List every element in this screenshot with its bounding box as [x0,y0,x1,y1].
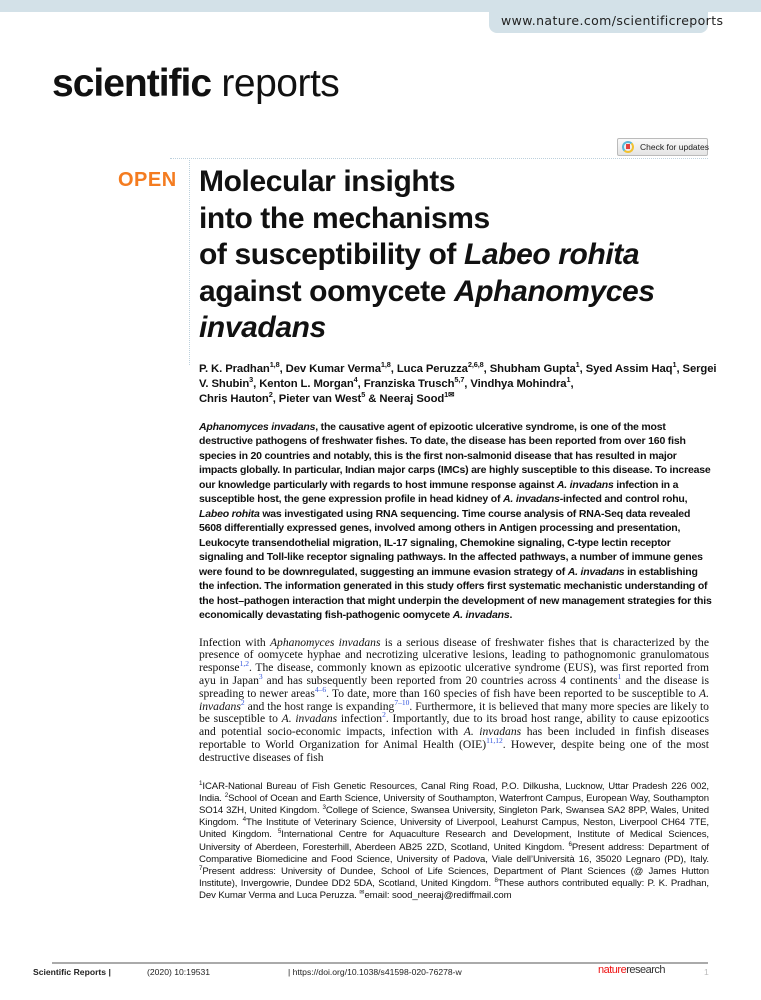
check-for-updates-button[interactable] [617,138,708,156]
italic-text: A. invadans [463,725,522,739]
superscript-ref: 5 [277,828,282,836]
author-list [199,362,724,408]
superscript-ref: ✉ [359,889,365,897]
page-footer [0,962,761,1000]
text-run: The Institute of Veterinary Science, University of Liverpool, Leahurst Campus, Neston, Liverpool CH64 7TE, United Kingdom. [199,817,709,841]
text-run: , Shubham Gupta [483,362,576,375]
superscript-ref: 3 [249,375,254,385]
text-run: in establishing the infection. The information generated in this study offers first systematic mechanistic understanding of the host–pathogen interaction that might underpin the development of new management strategies for this economically devastating fish-pathogenic oomycete [199,565,712,622]
logo-research: research [626,964,665,976]
page-number: 1 [704,967,709,977]
superscript-ref: 4 [242,815,246,823]
superscript-ref: 6 [568,840,572,848]
superscript-ref: 1,8 [269,360,280,370]
italic-text: Aphanomyces invadans [269,635,381,649]
logo-bold: scientific [52,62,212,105]
text-run: was investigated using RNA sequencing. Time course analysis of RNA-Seq data revealed 5608 differentially expressed genes, involved among others in Antigen processing and presentation, Leukocyte transendothelial migration, IL-17 signaling, Chemokine signaling, C-type lectin receptor signaling and Toll-like receptor signaling pathways. In the affected pathways, a number of immune genes were found to be downregulated, suggesting an immune evasion strategy of [199,507,703,578]
text-run: and the host range is expanding [244,699,395,713]
italic-text: A. invadans [199,686,709,713]
italic-text: A. invadans [556,478,614,491]
text-run: P. K. Pradhan [199,362,270,375]
text-run: , Vindhya Mohindra [464,378,567,391]
superscript-ref: 7 [199,864,203,872]
text-run: , Kenton L. Morgan [253,378,354,391]
superscript-ref[interactable]: 7–10 [394,697,410,707]
footer-citation: (2020) 10:19531 [147,967,211,977]
superscript-ref: 8 [494,876,498,884]
text-run: , Sergei V. Shubin [199,362,717,391]
superscript-ref[interactable]: 3 [258,672,263,682]
text-run: , [570,378,574,391]
superscript-ref: 1 [566,375,571,385]
text-run: . The disease, commonly known as epizootic ulcerative syndrome (EUS), was first reported from ayu in Japan [199,661,709,687]
text-run: and has subsequently been reported from 20 countries across 4 continents [262,673,618,687]
text-run: . Importantly, due to its broad host range, ability to cause epizootics and potential socio-economic impacts, infection with [199,712,709,739]
text-run: infection in a susceptible host, the gene expression profile in head kidney of [199,478,679,506]
text-run: Present address: University of Dundee, School of Life Sciences, Department of Plant Sciences (@ James Hutton Institute), Invergowrie, Dundee DD2 5DA, Scotland, United Kingdom. [199,865,709,890]
divider [170,158,708,159]
text-run: against oomycete [199,274,454,308]
superscript-ref: 1✉ [444,390,455,400]
logo-light: reports [211,62,340,105]
text-run: Chris Hauton [199,393,269,406]
superscript-ref: 1 [672,360,677,370]
superscript-ref: 4 [353,375,358,385]
body-text [199,637,709,765]
abstract [199,420,714,623]
check-updates-label: Check for updates [640,142,709,152]
italic-text: A. invadans [503,493,560,506]
footer-journal: Scientific Reports | [33,967,111,977]
logo-nature: nature [598,964,627,976]
superscript-ref: 1 [199,779,203,787]
open-access-label: OPEN [118,169,177,191]
text-run: . However, despite being one of the most destructive diseases of fish [199,737,709,764]
journal-url[interactable]: www.nature.com/scientificreports [489,10,708,33]
text-run: , Luca Peruzza [390,362,468,375]
superscript-ref[interactable]: 2 [382,710,386,720]
text-run: School of Ocean and Earth Science, University of Southampton, Waterfront Campus, European Way, Southampton SO14 3ZH, United Kingdom. [199,792,710,816]
journal-logo[interactable] [52,62,339,106]
text-run: is a serious disease of freshwater fishes that is characterized by the presence of oomycete hyphae and necrotizing ulcerative lesions, leading to pathognomonic granulomatous response [199,635,709,675]
article-title [199,164,729,347]
italic-text: Aphanomyces [453,274,655,308]
superscript-ref[interactable]: 4–6 [314,684,327,694]
nature-research-logo [598,964,665,976]
superscript-ref: 5,7 [454,375,465,385]
text-run: Infection with [199,635,270,649]
text-run: infection [337,712,383,726]
superscript-ref: 2,6,8 [467,360,484,370]
text-run: International Centre for Aquaculture Research and Development, Institute of Medical Sciences, University of Aberdeen, Foresterhill, Aberdeen AB25 2ZD, Scotland, United Kingdom. [199,829,709,853]
italic-text: A. invadans [281,712,338,726]
text-run: , Syed Assim Haq [579,362,673,375]
text-run: , Dev Kumar Verma [279,362,381,375]
italic-text: A. invadans [452,609,510,622]
footer-doi[interactable]: | https://doi.org/10.1038/s41598-020-76278-w [288,967,462,977]
text-run: , the causative agent of epizootic ulcerative syndrome, is one of the most destructive pathogens of freshwater fishes. To date, the disease has been reported from over 160 fish species in 20 countries and notably, this is the first non-salmonid disease that has resulted in major impacts globally. In particular, Indian major carps (IMCs) are highly susceptible to this disease. To increase our knowledge particularly with regards to host immune response against [199,420,711,491]
text-run: , Pieter van West [272,393,362,406]
text-run: and the disease is spreading to newer areas [199,673,709,700]
text-run: , Franziska Trusch [357,378,455,391]
superscript-ref[interactable]: 1 [617,672,622,682]
text-run: has been included in finfish diseases reportable to World Organization for Animal Health (OIE) [199,725,709,751]
superscript-ref[interactable]: 11,12 [486,736,503,746]
superscript-ref: 1,8 [380,360,391,370]
superscript-ref: 2 [224,791,229,799]
affiliations [199,781,709,903]
text-run: . To date, more than 160 species of fish have been reported to be susceptible to [326,686,700,700]
text-run: Present address: Department of Comparative Biomedicine and Food Science, University of Padova, Viale dell’Università 16, 35020 Legnaro (PD), Italy. [199,841,710,865]
crossmark-icon [622,141,634,153]
article-column [0,164,761,1000]
text-run: ICAR-National Bureau of Fish Genetic Resources, Canal Ring Road, P.O. Dilkusha, Lucknow, Uttar Pradesh 226 002, India. [199,780,709,804]
superscript-ref: 2 [268,390,273,400]
superscript-ref: 5 [361,390,366,400]
italic-text: Aphanomyces invadans [199,420,316,433]
text-run: & Neeraj Sood [365,393,445,406]
text-run: of susceptibility of [199,238,464,272]
text-run: Molecular insights [199,165,456,198]
text-run: . [509,609,513,622]
text-run: email: sood_neeraj@rediffmail.com [364,890,512,902]
superscript-ref: 1 [575,360,580,370]
italic-text: invadans [199,311,326,345]
superscript-ref[interactable]: 2 [240,697,245,707]
text-run: -infected and control rohu, [559,493,688,506]
italic-text: Labeo rohita [199,507,260,520]
italic-text: A. invadans [567,565,625,578]
superscript-ref: 3 [322,803,326,811]
text-run: . Furthermore, it is believed that many more species are likely to be susceptible to [199,699,709,726]
text-run: College of Science, Swansea University, Singleton Park, Swansea SA2 8PP, Wales, United Kingdom. [199,804,709,829]
superscript-ref[interactable]: 1,2 [239,659,249,669]
text-run: These authors contributed equally: P. K. Pradhan, Dev Kumar Verma and Luca Peruzza. [199,878,709,902]
italic-text: Labeo rohita [463,238,640,272]
text-run: into the mechanisms [199,201,490,235]
